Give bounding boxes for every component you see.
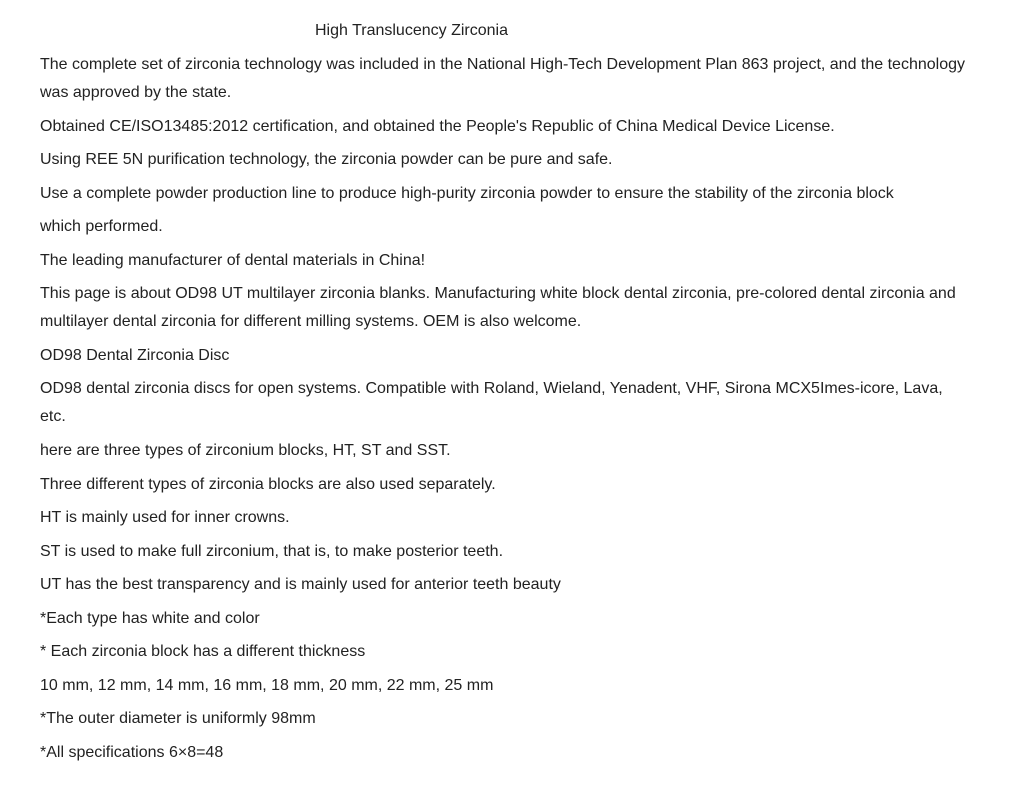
paragraph-used-separately: Three different types of zirconia blocks are also used separately. — [40, 476, 496, 493]
paragraph-specifications: *All specifications 6×8=48 — [40, 744, 224, 761]
paragraph-ht-usage: HT is mainly used for inner crowns. — [40, 509, 290, 526]
paragraph-st-usage: ST is used to make full zirconium, that is, to make posterior teeth. — [40, 543, 504, 560]
paragraph-ut-usage: UT has the best transparency and is mainly used for anterior teeth beauty — [40, 576, 561, 593]
paragraph-manufacturer: The leading manufacturer of dental materials in China! — [40, 252, 426, 269]
paragraph-outer-diameter: *The outer diameter is uniformly 98mm — [40, 710, 316, 727]
paragraph-block-types: here are three types of zirconium blocks, HT, ST and SST. — [40, 442, 451, 459]
paragraph-purification: Using REE 5N purification technology, the zirconia powder can be pure and safe. — [40, 151, 613, 168]
paragraph-thickness: * Each zirconia block has a different thickness — [40, 643, 366, 660]
paragraph-open-systems: OD98 dental zirconia discs for open systems. Compatible with Roland, Wieland, Yenadent, VHF, Sirona MCX5Imes-icore, Lava, etc. — [40, 380, 943, 425]
paragraph-performed: which performed. — [40, 218, 163, 235]
paragraph-page-about: This page is about OD98 UT multilayer zirconia blanks. Manufacturing white block dental zirconia, pre-colored dental zirconia and multilayer dental zirconia for different milling systems. OEM is also welcome. — [40, 285, 956, 330]
paragraph-certification: Obtained CE/ISO13485:2012 certification, and obtained the People's Republic of China Medical Device License. — [40, 118, 835, 135]
paragraph-production-line: Use a complete powder production line to produce high-purity zirconia powder to ensure the stability of the zirconia block — [40, 185, 894, 202]
page-title: High Translucency Zirconia — [315, 22, 508, 39]
paragraph-technology: The complete set of zirconia technology was included in the National High-Tech Development Plan 863 project, and the technology was approved by the state. — [40, 56, 965, 101]
paragraph-white-color: *Each type has white and color — [40, 610, 260, 627]
paragraph-thickness-values: 10 mm, 12 mm, 14 mm, 16 mm, 18 mm, 20 mm, 22 mm, 25 mm — [40, 677, 494, 694]
paragraph-disc-heading: OD98 Dental Zirconia Disc — [40, 347, 230, 364]
